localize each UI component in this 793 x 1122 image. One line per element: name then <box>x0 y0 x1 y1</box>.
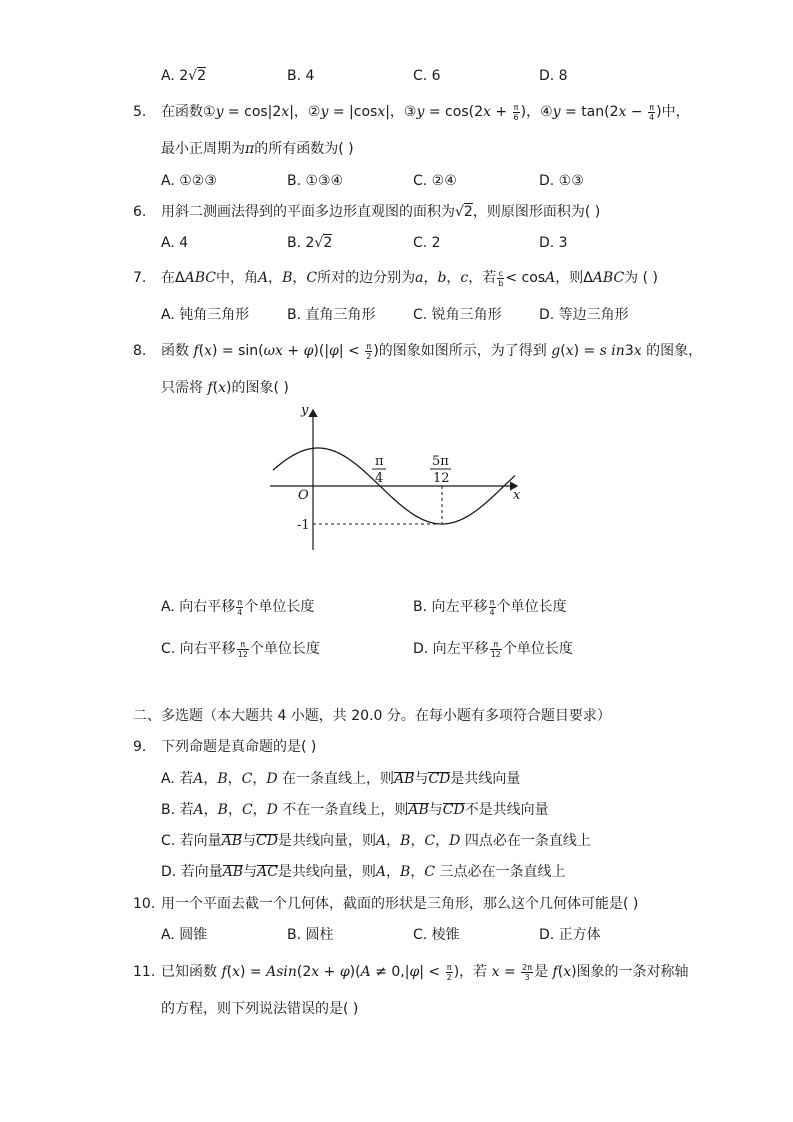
origin-label: O <box>298 488 309 503</box>
q5-option-c: C. ②④ <box>413 173 457 189</box>
q8-option-a: A. 向右平移 $\frac{\pi}{4}$ 个单位长度 <box>161 597 315 617</box>
tick2-numerator: 5π <box>432 454 449 469</box>
question-number: 9. <box>133 739 147 755</box>
q6-option-b: B. 2√2 <box>287 235 333 251</box>
question-stem: 用一个平面去截一个几何体，截面的形状是三角形，那么这个几何体可能是( ) <box>161 896 639 912</box>
q8-option-b: B. 向左平移 $\frac{\pi}{4}$ 个单位长度 <box>413 597 567 617</box>
q8-option-c: C. 向右平移 $\frac{\pi}{12}$ 个单位长度 <box>161 639 320 659</box>
q4-option-b: B. 4 <box>287 68 315 84</box>
q5-option-d: D. ①③ <box>539 173 584 189</box>
question-stem-line2: 只需将 f(x)的图象( ) <box>161 380 289 396</box>
q6-option-c: C. 2 <box>413 235 441 251</box>
q10-option-d: D. 正方体 <box>539 927 601 943</box>
tick1-denominator: 4 <box>375 471 384 486</box>
q4-option-a: A. 2√2 <box>161 68 206 84</box>
q4-option-c: C. 6 <box>413 68 441 84</box>
x-label: x <box>513 488 521 503</box>
question-stem: 在ΔABC中，角A，B，C所对的边分别为a，b，c，若 $\frac{c}{b}$ < cosA，则ΔABC为 ( ) <box>161 268 658 288</box>
question-number: 6. <box>133 204 147 220</box>
question-stem: 下列命题是真命题的是( ) <box>161 739 317 755</box>
q7-option-b: B. 直角三角形 <box>287 307 376 323</box>
question-stem: 在函数①y = cos|2x|，②y = |cosx|，③y = cos(2x + $\frac{\pi}{6}$ )，④y = tan(2x − $\frac{\pi}{4}$ )中， <box>161 102 690 122</box>
q4-option-d: D. 8 <box>539 68 568 84</box>
y-label: y <box>301 403 309 418</box>
tick1-numerator: π <box>375 454 384 469</box>
q9-option-d: D. 若向量AB与AC是共线向量，则A，B，C 三点必在一条直线上 <box>161 864 566 880</box>
q9-option-b: B. 若A，B，C，D 不在一条直线上，则AB与CD不是共线向量 <box>161 802 549 818</box>
q9-option-c: C. 若向量AB与CD是共线向量，则A，B，C，D 四点必在一条直线上 <box>161 833 591 849</box>
question-stem: 用斜二测画法得到的平面多边形直观图的面积为√2，则原图形面积为( ) <box>161 204 601 220</box>
q7-option-c: C. 锐角三角形 <box>413 307 502 323</box>
question-stem-line2: 最小正周期为π的所有函数为( ) <box>161 141 354 157</box>
question-number: 10. <box>133 896 156 912</box>
q6-option-a: A. 4 <box>161 235 189 251</box>
q10-option-a: A. 圆锥 <box>161 927 208 943</box>
min-label: -1 <box>297 518 310 533</box>
question-number: 8. <box>133 343 147 359</box>
question-number: 11. <box>133 964 156 980</box>
question-stem: 函数 f(x) = sin(ωx + φ)(|φ| < $\frac{\pi}{2}$ )的图象如图所示，为了得到 g(x) = s in3x 的图象， <box>161 341 703 361</box>
q8-option-d: D. 向左平移 $\frac{\pi}{12}$ 个单位长度 <box>413 639 573 659</box>
section-title: 二、多选题（本大题共 4 小题，共 20.0 分。在每小题有多项符合题目要求） <box>133 708 611 724</box>
q9-option-a: A. 若A，B，C，D 在一条直线上，则AB与CD是共线向量 <box>161 771 521 787</box>
q7-option-d: D. 等边三角形 <box>539 307 629 323</box>
q7-option-a: A. 钝角三角形 <box>161 307 250 323</box>
question-number: 5. <box>133 104 147 120</box>
q6-option-d: D. 3 <box>539 235 568 251</box>
tick2-denominator: 12 <box>433 471 450 486</box>
question-number: 7. <box>133 270 147 286</box>
q10-option-c: C. 棱锥 <box>413 927 460 943</box>
q5-option-a: A. ①②③ <box>161 173 217 189</box>
question-stem-line2: 的方程，则下列说法错误的是( ) <box>161 1001 359 1017</box>
sine-graph <box>265 400 527 558</box>
q5-option-b: B. ①③④ <box>287 173 344 189</box>
q10-option-b: B. 圆柱 <box>287 927 334 943</box>
question-stem: 已知函数 f(x) = Asin(2x + φ)(A ≠ 0,|φ| < $\frac{\pi}{2}$ )，若 x = $\frac{2\pi}{3}$ 是 f(x)图象的一条对称轴 <box>161 962 689 982</box>
